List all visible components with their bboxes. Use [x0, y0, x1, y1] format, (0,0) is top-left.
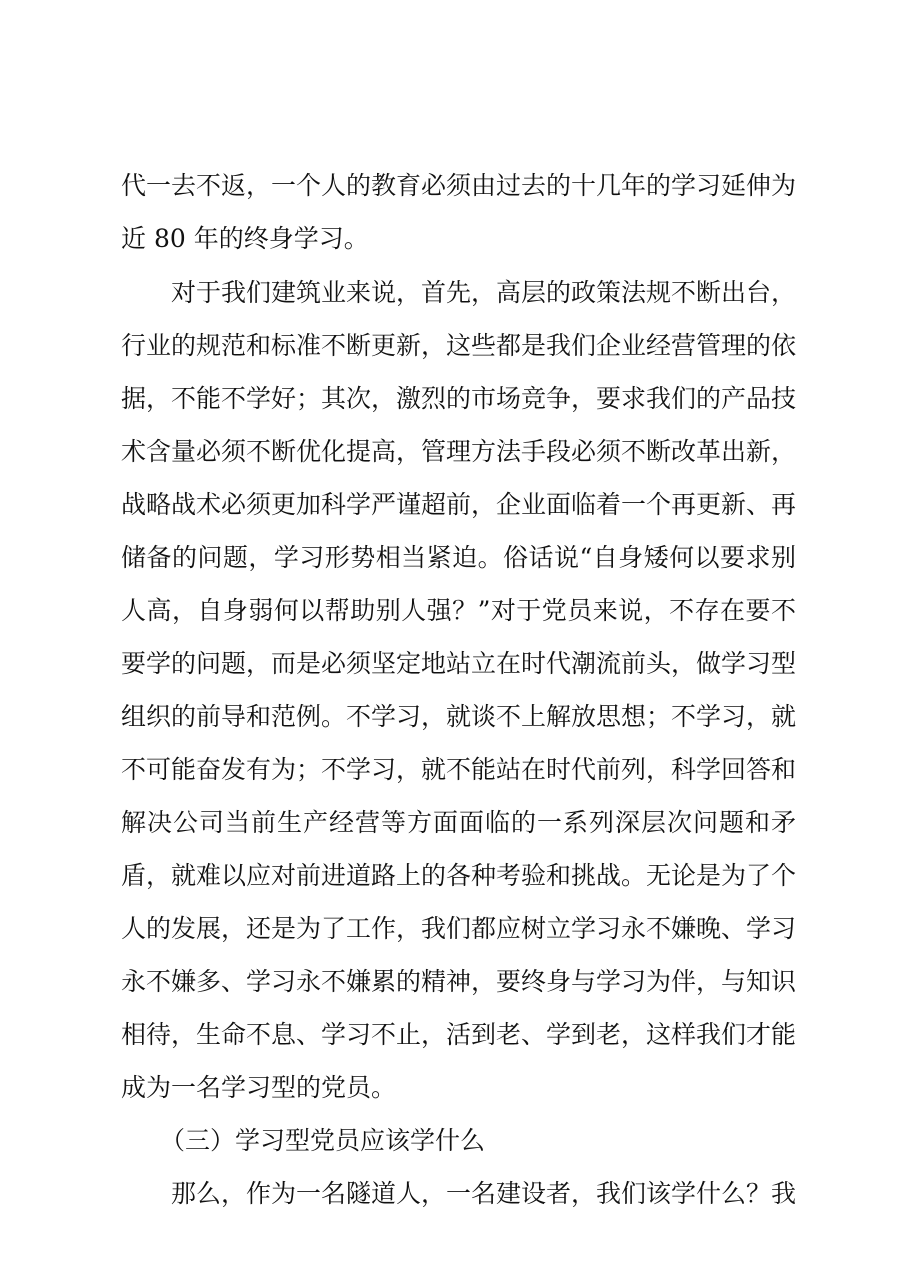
- paragraph-2-line-10: 不可能奋发有为；不学习，就不能站在时代前列，科学回答和: [121, 755, 797, 784]
- paragraph-2-line-11: 解决公司当前生产经营等方面面临的一系列深层次问题和矛: [121, 808, 796, 837]
- paragraph-2-line-8: 要学的问题，而是必须坚定地站立在时代潮流前头，做学习型: [121, 649, 797, 678]
- section-heading: （三）学习型党员应该学什么: [160, 1126, 486, 1155]
- paragraph-2-line-5: 战略战术必须更加科学严谨超前，企业面临着一个再更新、再: [121, 490, 797, 519]
- paragraph-2-line-12: 盾，就难以应对前进道路上的各种考验和挑战。无论是为了个: [121, 861, 797, 890]
- paragraph-2-line-13: 人的发展，还是为了工作，我们都应树立学习永不嫌晚、学习: [121, 914, 797, 943]
- paragraph-2-line-2: 行业的规范和标准不断更新，这些都是我们企业经营管理的依: [121, 331, 797, 360]
- paragraph-2-line-1: 对于我们建筑业来说，首先，高层的政策法规不断出台，: [171, 278, 797, 307]
- paragraph-1-line-1: 代一去不返，一个人的教育必须由过去的十几年的学习延伸为: [121, 171, 797, 200]
- paragraph-2-line-3: 据，不能不学好；其次，激烈的市场竞争，要求我们的产品技: [121, 384, 797, 413]
- paragraph-2-line-14: 永不嫌多、学习永不嫌累的精神，要终身与学习为伴，与知识: [121, 967, 797, 996]
- paragraph-2-line-9: 组织的前导和范例。不学习，就谈不上解放思想；不学习，就: [121, 702, 797, 731]
- paragraph-2-line-6: 储备的问题，学习形势相当紧迫。俗话说“自身矮何以要求别: [121, 543, 796, 572]
- paragraph-3-line-1: 那么，作为一名隧道人，一名建设者，我们该学什么？我: [171, 1179, 797, 1208]
- paragraph-2-line-16: 成为一名学习型的党员。: [121, 1073, 397, 1102]
- paragraph-1-line-2: 近 80 年的终身学习。: [121, 224, 369, 253]
- paragraph-2-line-4: 术含量必须不断优化提高，管理方法手段必须不断改革出新，: [121, 437, 797, 466]
- paragraph-2-line-15: 相待，生命不息、学习不止，活到老、学到老，这样我们才能: [121, 1020, 797, 1049]
- paragraph-2-line-7: 人高，自身弱何以帮助别人强？”对于党员来说，不存在要不: [121, 596, 796, 625]
